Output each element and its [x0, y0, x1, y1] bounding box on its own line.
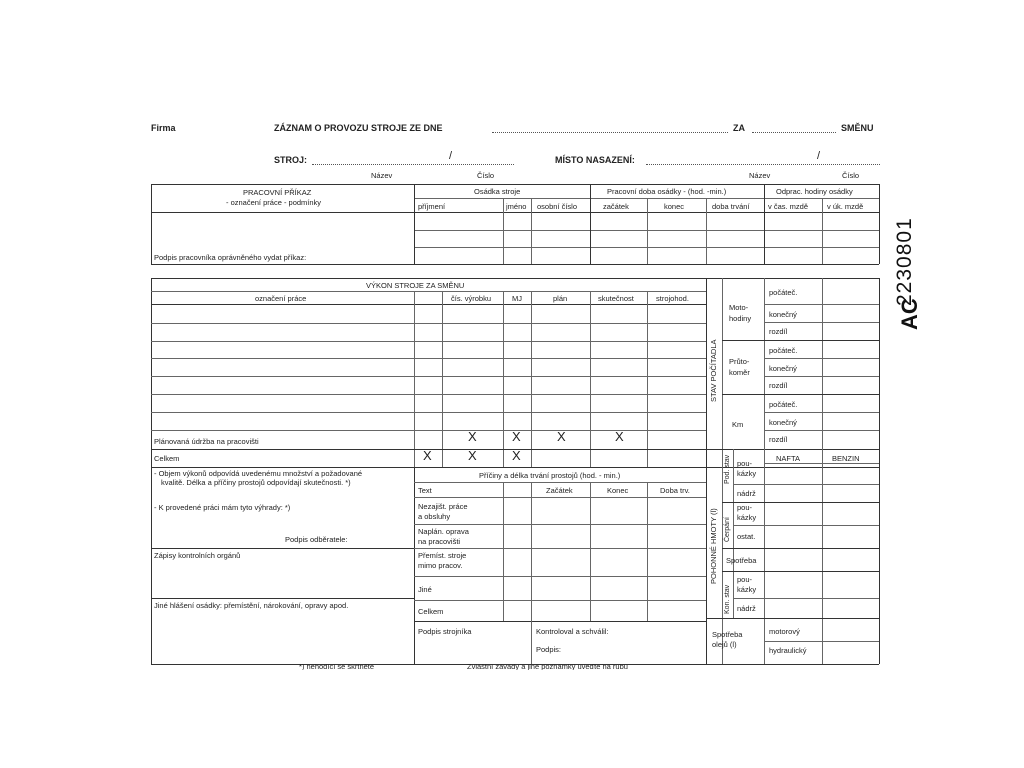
celkem-label: Celkem [154, 454, 180, 463]
pocatec-label: počáteč. [769, 288, 798, 297]
col-text: Text [418, 486, 432, 495]
col-oznaceni: označení práce [255, 294, 307, 303]
poukazky-1: pou- [737, 503, 753, 512]
motorovy-label: motorový [769, 627, 800, 636]
col-strojhod: strojohod. [656, 294, 689, 303]
objem-note-2: kvalitě. Délka a příčiny prostojů odpovídají skutečnosti. *) [161, 478, 351, 487]
naplan-2: na pracovišti [418, 537, 461, 546]
oleje-label-2: olejů (l) [712, 640, 737, 649]
objem-note-1: - Objem výkonů odpovídá uvedenému množství a požadované [154, 469, 363, 478]
oleje-label-1: Spotřeba [712, 630, 743, 639]
stroj-field[interactable] [312, 164, 514, 165]
footer-left: *) nehodící se škrtněte [299, 664, 375, 670]
pocatec-label: počáteč. [769, 400, 798, 409]
poukazky-2: kázky [737, 469, 757, 478]
prikaz-sub: - označení práce - podmínky [226, 198, 322, 207]
x-mark: X [423, 448, 432, 463]
poukazky-1: pou- [737, 459, 753, 468]
kontrol-label: Kontroloval a schválil: [536, 627, 609, 636]
premist-2: mimo pracov. [418, 561, 463, 570]
strojnik-label: Podpis strojníka [418, 627, 472, 636]
poukazky-1: pou- [737, 575, 753, 584]
konstav-label: Kon. stav [724, 584, 731, 614]
date-field[interactable] [492, 132, 728, 133]
doba-header: Pracovní doba osádky - (hod. -min.) [607, 187, 727, 196]
col-trvani: doba trvání [712, 202, 750, 211]
hlaseni-label: Jiné hlášení osádky: přemístění, nárokování, opravy apod. [154, 601, 349, 610]
col-skutecnost: skutečnost [598, 294, 634, 303]
nadrz-label: nádrž [737, 604, 756, 613]
pruto-label-1: Průto- [729, 357, 750, 366]
form-title: ZÁZNAM O PROVOZU STROJE ZE DNE [274, 123, 443, 133]
col-konec: konec [664, 202, 685, 211]
col-oscislo: osobní číslo [537, 202, 578, 211]
stroj-slash: / [449, 150, 453, 162]
prikaz-title: PRACOVNÍ PŘÍKAZ [243, 188, 312, 197]
konecny-label: konečný [769, 364, 797, 373]
misto-slash: / [817, 150, 821, 162]
ostat-label: ostat. [737, 532, 756, 541]
konecny-label: konečný [769, 310, 797, 319]
x-mark: X [512, 429, 521, 444]
konecny-label: konečný [769, 418, 797, 427]
misto-nazev: Název [749, 171, 771, 180]
misto-cislo: Číslo [842, 171, 860, 180]
jine-label: Jiné [418, 585, 432, 594]
celkem-prostoje: Celkem [418, 607, 444, 616]
stroj-nazev: Název [371, 171, 393, 180]
col-uk: v úk. mzdě [827, 202, 864, 211]
vyhrady-note: - K provedené práci mám tyto výhrady: *) [154, 503, 291, 512]
km-label: Km [732, 420, 744, 429]
col-vyrobku: čís. výrobku [451, 294, 492, 303]
naplan-1: Naplán. oprava [418, 527, 469, 536]
x-mark: X [615, 429, 624, 444]
vykon-title: VÝKON STROJE ZA SMĚNU [366, 281, 465, 290]
odprac-header: Odprac. hodiny osádky [776, 187, 853, 196]
side-code: AC [897, 298, 922, 330]
udrzba-label: Plánovaná údržba na pracovišti [154, 437, 259, 446]
smenu-label: SMĚNU [841, 123, 874, 133]
col-doba: Doba trv. [660, 486, 690, 495]
spotreba-label: Spotřeba [726, 556, 757, 565]
odberatel-label: Podpis odběratele: [285, 535, 348, 544]
col-prijmeni: příjmení [418, 202, 446, 211]
podpis-label: Podpis: [536, 645, 562, 654]
priciny-header: Příčiny a délka trvání prostojů (hod. - min.) [479, 471, 621, 480]
nezajist-1: Nezajišt. práce [418, 502, 468, 511]
col-jmeno: jméno [506, 202, 527, 211]
rozdil-label: rozdíl [769, 327, 788, 336]
col-cas: v čas. mzdě [768, 202, 809, 211]
moto-label-1: Moto- [729, 303, 749, 312]
osadka-header: Osádka stroje [474, 187, 521, 196]
pohon-title: POHONNÉ HMOTY (l) [709, 508, 718, 584]
pruto-label-2: koměr [729, 368, 750, 377]
podpis-prikaz: Podpis pracovníka oprávněného vydat příkaz: [154, 253, 307, 262]
x-mark: X [468, 448, 477, 463]
zapisy-label: Zápisy kontrolních orgánů [154, 551, 241, 560]
x-mark: X [468, 429, 477, 444]
nadrz-label: nádrž [737, 489, 756, 498]
col-zacatek: začátek [603, 202, 629, 211]
rozdil-label: rozdíl [769, 435, 788, 444]
premist-1: Přemíst. stroje [418, 551, 467, 560]
stroj-label: STROJ: [274, 155, 308, 165]
col-plan: plán [553, 294, 568, 303]
za-label: ZA [733, 123, 745, 133]
nezajist-2: a obsluhy [418, 512, 451, 521]
x-mark: X [512, 448, 521, 463]
hydraulicky-label: hydraulický [769, 646, 807, 655]
col-mj: MJ [512, 294, 522, 303]
footer [151, 664, 879, 670]
stav-title: STAV POČÍTADLA [709, 339, 718, 402]
pocatec-label: počáteč. [769, 346, 798, 355]
stroj-cislo: Číslo [477, 171, 495, 180]
poukazky-2: kázky [737, 585, 757, 594]
firma-label: Firma [151, 123, 176, 133]
side-number: 2230801 [893, 217, 916, 306]
col-zacatek: Začátek [546, 486, 573, 495]
x-mark: X [557, 429, 566, 444]
shift-field[interactable] [752, 132, 836, 133]
footer-right: Zvláštní závady a jiné poznámky uveďte na rubu [467, 664, 628, 670]
podstav-label: Pod. stav [724, 454, 731, 484]
misto-label: MÍSTO NASAZENÍ: [555, 155, 635, 165]
moto-label-2: hodiny [729, 314, 752, 323]
benzin-header: BENZIN [832, 454, 860, 463]
nafta-header: NAFTA [776, 454, 801, 463]
rozdil-label: rozdíl [769, 381, 788, 390]
misto-field[interactable] [646, 164, 880, 165]
poukazky-2: kázky [737, 513, 757, 522]
cerpani-label: Čerpání [724, 517, 731, 542]
col-konec: Konec [607, 486, 629, 495]
